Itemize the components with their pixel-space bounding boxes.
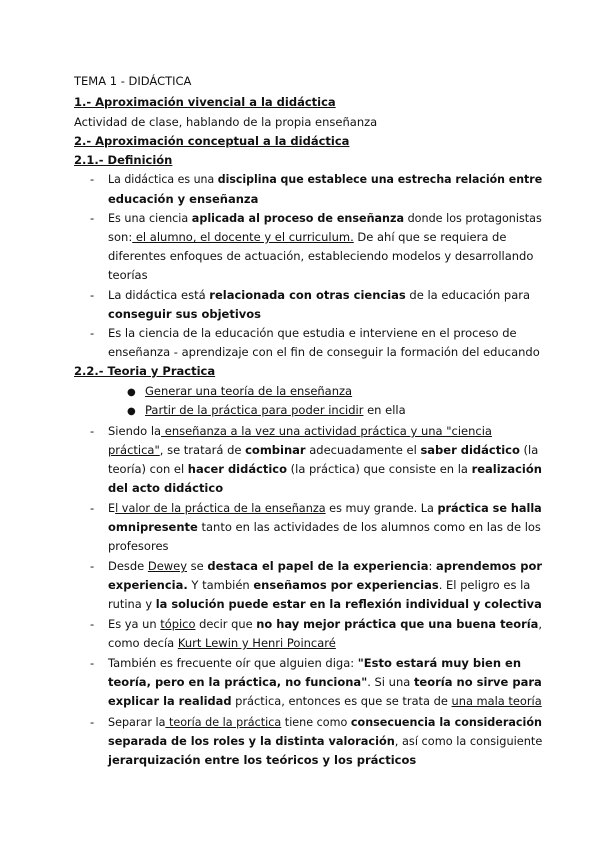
tp-bullet-2-line-2: omnipresente tanto en las actividades de los alumnos como en las de los xyxy=(108,520,541,534)
tp-bullet-1-line-3: teoría) con el hacer didáctico (la práctica) que consiste en la realización xyxy=(108,462,542,476)
dot-item-1: Generar una teoría de la enseñanza xyxy=(145,384,353,398)
tp-bullet-4-line-1: Es ya un tópico decir que no hay mejor práctica que una buena teoría, xyxy=(108,617,543,631)
bullet-dash: - xyxy=(90,715,95,729)
bullet-dash: - xyxy=(90,211,95,225)
paragraph-1: Actividad de clase, hablando de la propia enseñanza xyxy=(74,115,378,129)
bullet-dash: - xyxy=(90,172,95,186)
heading-1: 1.- Aproximación vivencial a la didáctica xyxy=(74,95,336,109)
bullet-dash: - xyxy=(90,559,95,573)
tp-bullet-3-line-2: experiencia. Y también enseñamos por experiencias. El peligro es la xyxy=(108,578,531,592)
doc-title: TEMA 1 - DIDÁCTICA xyxy=(74,74,192,88)
def-bullet-1-line-1: La didáctica es una disciplina que establece una estrecha relación entre xyxy=(108,172,543,186)
tp-bullet-6-line-3: jerarquización entre los teóricos y los prácticos xyxy=(108,753,417,767)
tp-bullet-5-line-2: teoría, pero en la práctica, no funciona". Si una teoría no sirve para xyxy=(108,675,542,689)
tp-bullet-6-line-1: Separar la teoría de la práctica tiene como consecuencia la consideración xyxy=(108,715,542,729)
def-bullet-2-line-3: diferentes enfoques de actuación, estableciendo modelos y desarrollando xyxy=(108,249,534,263)
heading-2-1: 2.1.- Definición xyxy=(74,153,173,167)
tp-bullet-2-line-3: profesores xyxy=(108,539,169,553)
def-bullet-2-line-1: Es una ciencia aplicada al proceso de enseñanza donde los protagonistas xyxy=(108,211,542,225)
tp-bullet-1-line-4: del acto didáctico xyxy=(108,481,224,495)
tp-bullet-5-line-3: explicar la realidad práctica, entonces es que se trata de una mala teoría xyxy=(108,694,542,708)
def-bullet-1-line-2: educación y enseñanza xyxy=(108,192,259,206)
def-bullet-3-line-1: La didáctica está relacionada con otras ciencias de la educación para xyxy=(108,288,531,302)
bullet-dash: - xyxy=(90,656,95,670)
def-bullet-2-line-4: teorías xyxy=(108,268,148,282)
tp-bullet-2-line-1: El valor de la práctica de la enseñanza es muy grande. La práctica se halla xyxy=(108,501,542,515)
def-bullet-4-line-2: enseñanza - aprendizaje con el fin de conseguir la formación del educando xyxy=(108,345,540,359)
bullet-dash: - xyxy=(90,424,95,438)
def-bullet-3-line-2: conseguir sus objetivos xyxy=(108,307,262,321)
def-bullet-4-line-1: Es la ciencia de la educación que estudia e interviene en el proceso de xyxy=(108,326,517,340)
bullet-dot: ● xyxy=(127,387,136,398)
tp-bullet-5-line-1: También es frecuente oír que alguien diga: "Esto estará muy bien en xyxy=(108,656,522,670)
dot-item-2: Partir de la práctica para poder incidir en ella xyxy=(145,403,406,417)
heading-2: 2.- Aproximación conceptual a la didáctica xyxy=(74,134,350,148)
def-bullet-2-line-2: son: el alumno, el docente y el curriculum. De ahí que se requiera de xyxy=(108,230,507,244)
bullet-dash: - xyxy=(90,617,95,631)
tp-bullet-4-line-2: como decía Kurt Lewin y Henri Poincaré xyxy=(108,636,336,650)
tp-bullet-6-line-2: separada de los roles y la distinta valoración, así como la consiguiente xyxy=(108,734,543,748)
heading-2-2: 2.2.- Teoria y Practica xyxy=(74,364,216,378)
tp-bullet-1-line-1: Siendo la enseñanza a la vez una actividad práctica y una "ciencia xyxy=(108,424,492,438)
tp-bullet-3-line-3: rutina y la solución puede estar en la reflexión individual y colectiva xyxy=(108,597,542,611)
bullet-dash: - xyxy=(90,326,95,340)
tp-bullet-3-line-1: Desde Dewey se destaca el papel de la experiencia: aprendemos por xyxy=(108,559,542,573)
tp-bullet-1-line-2: práctica", se tratará de combinar adecuadamente el saber didáctico (la xyxy=(108,443,539,457)
bullet-dash: - xyxy=(90,501,95,515)
bullet-dot: ● xyxy=(127,406,136,417)
bullet-dash: - xyxy=(90,288,95,302)
